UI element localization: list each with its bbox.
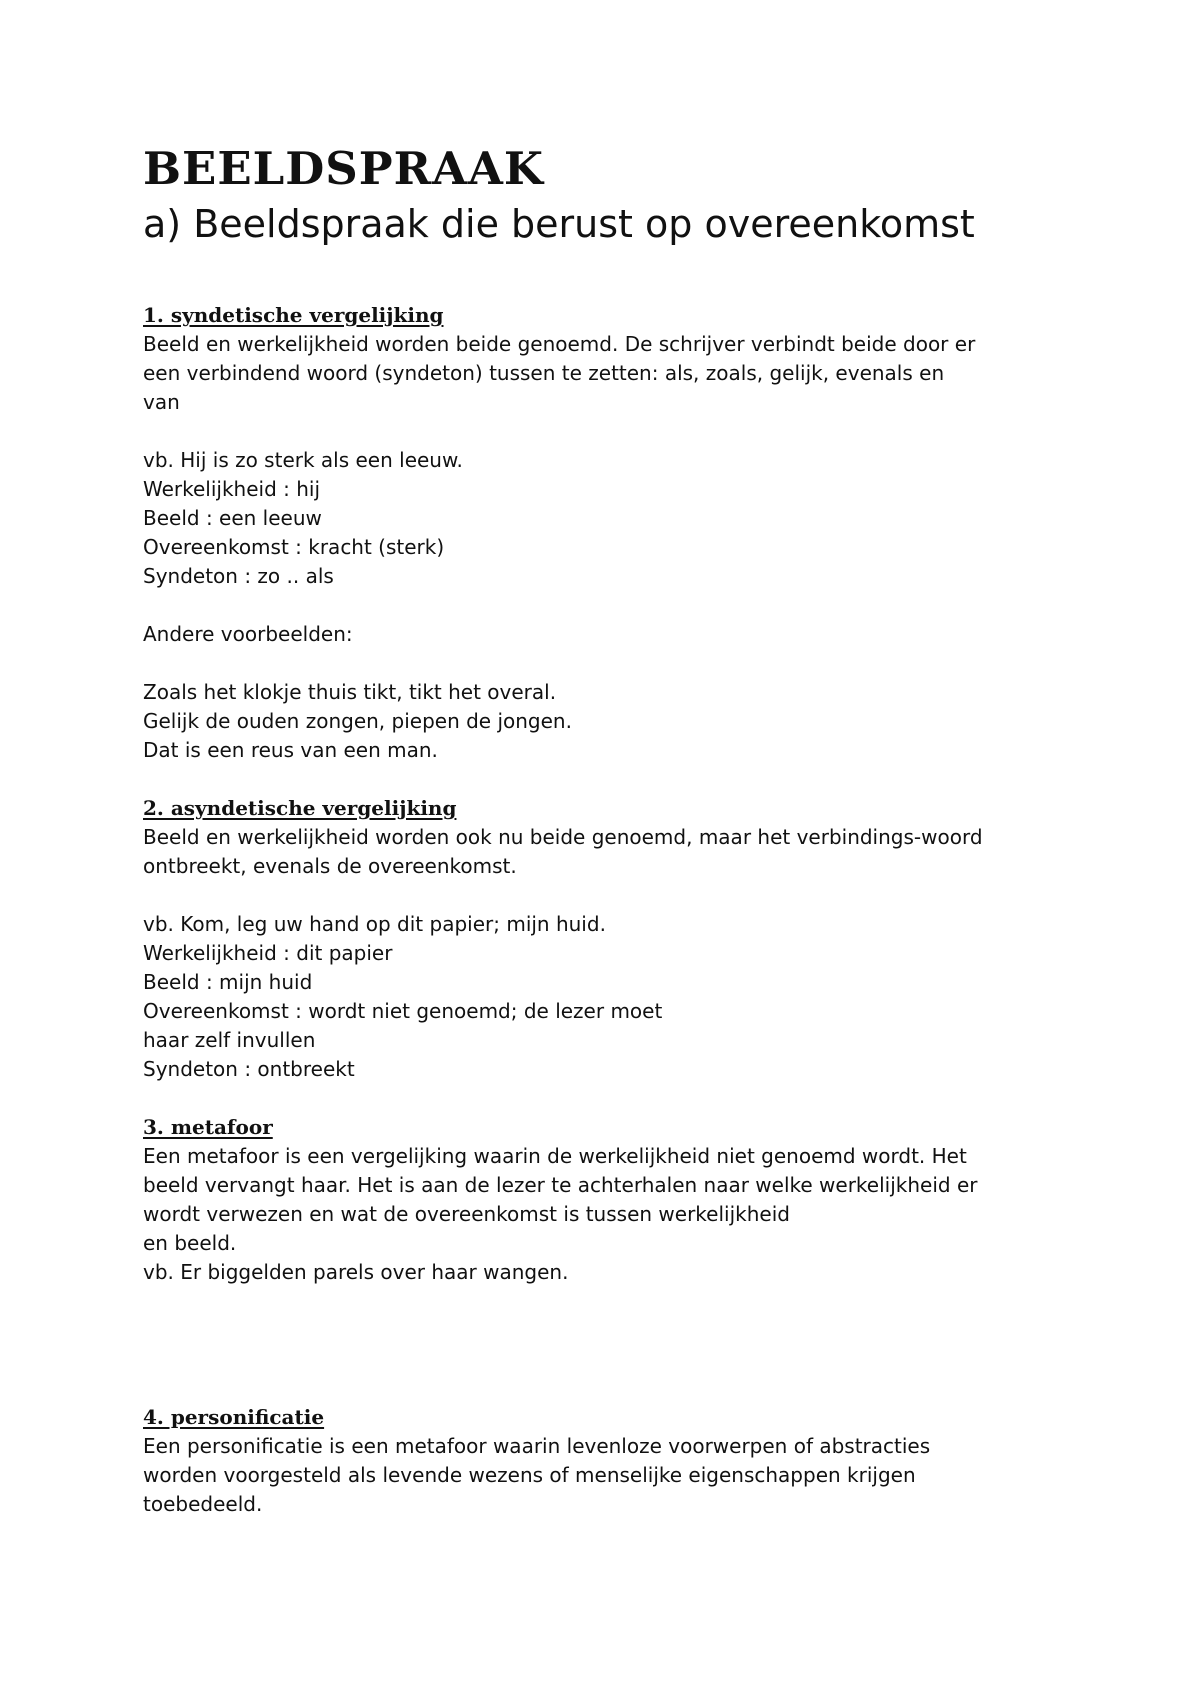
blank-line	[143, 417, 1073, 446]
document-page	[143, 140, 1073, 1519]
body-line: Beeld en werkelijkheid worden ook nu beide genoemd, maar het verbindings-woord	[143, 825, 983, 849]
example-line: Dat is een reus van een man.	[143, 738, 438, 762]
body-line: een verbindend woord (syndeton) tussen te zetten: als, zoals, gelijk, evenals en	[143, 361, 945, 385]
example-line: Overeenkomst : kracht (sterk)	[143, 535, 445, 559]
body-line: beeld vervangt haar. Het is aan de lezer te achterhalen naar welke werkelijkheid er	[143, 1173, 978, 1197]
section-asyndetische-vergelijking	[143, 794, 1073, 1084]
body-line: Andere voorbeelden:	[143, 622, 353, 646]
body-line: Een personificatie is een metafoor waarin levenloze voorwerpen of abstracties	[143, 1434, 931, 1458]
section-heading: 1. syndetische vergelijking	[143, 303, 444, 327]
section-heading: 3. metafoor	[143, 1115, 273, 1139]
example-line: vb. Kom, leg uw hand op dit papier; mijn huid.	[143, 912, 606, 936]
body-line: worden voorgesteld als levende wezens of menselijke eigenschappen krijgen	[143, 1463, 916, 1487]
body-line: en beeld.	[143, 1231, 237, 1255]
example-line: Werkelijkheid : hij	[143, 477, 321, 501]
section-heading: 4. personificatie	[143, 1405, 325, 1429]
body-line: Beeld en werkelijkheid worden beide genoemd. De schrijver verbindt beide door er	[143, 332, 976, 356]
body-line: ontbreekt, evenals de overeenkomst.	[143, 854, 517, 878]
page-subtitle: a) Beeldspraak die berust op overeenkomst	[143, 202, 975, 246]
body-line: van	[143, 390, 180, 414]
example-line: Syndeton : ontbreekt	[143, 1057, 355, 1081]
example-line: Overeenkomst : wordt niet genoemd; de lezer moet	[143, 999, 663, 1023]
body-line: Een metafoor is een vergelijking waarin de werkelijkheid niet genoemd wordt. Het	[143, 1144, 967, 1168]
body-line: toebedeeld.	[143, 1492, 263, 1516]
spacer	[143, 1287, 1073, 1403]
example-line: Werkelijkheid : dit papier	[143, 941, 393, 965]
example-line: vb. Er biggelden parels over haar wangen.	[143, 1260, 569, 1284]
example-line: Zoals het klokje thuis tikt, tikt het overal.	[143, 680, 557, 704]
example-line: haar zelf invullen	[143, 1028, 316, 1052]
blank-line	[143, 591, 1073, 620]
section-personificatie	[143, 1403, 1073, 1519]
section-syndetische-vergelijking	[143, 301, 1073, 765]
body-line: wordt verwezen en wat de overeenkomst is tussen werkelijkheid	[143, 1202, 790, 1226]
section-heading: 2. asyndetische vergelijking	[143, 796, 457, 820]
blank-line	[143, 1084, 1073, 1113]
example-line: Gelijk de ouden zongen, piepen de jongen.	[143, 709, 572, 733]
blank-line	[143, 765, 1073, 794]
blank-line	[143, 649, 1073, 678]
example-line: Beeld : een leeuw	[143, 506, 322, 530]
spacer	[143, 250, 1073, 301]
example-line: Beeld : mijn huid	[143, 970, 313, 994]
example-line: vb. Hij is zo sterk als een leeuw.	[143, 448, 463, 472]
blank-line	[143, 881, 1073, 910]
page-title: BEELDSPRAAK	[143, 142, 544, 195]
example-line: Syndeton : zo .. als	[143, 564, 334, 588]
section-metafoor	[143, 1113, 1073, 1287]
